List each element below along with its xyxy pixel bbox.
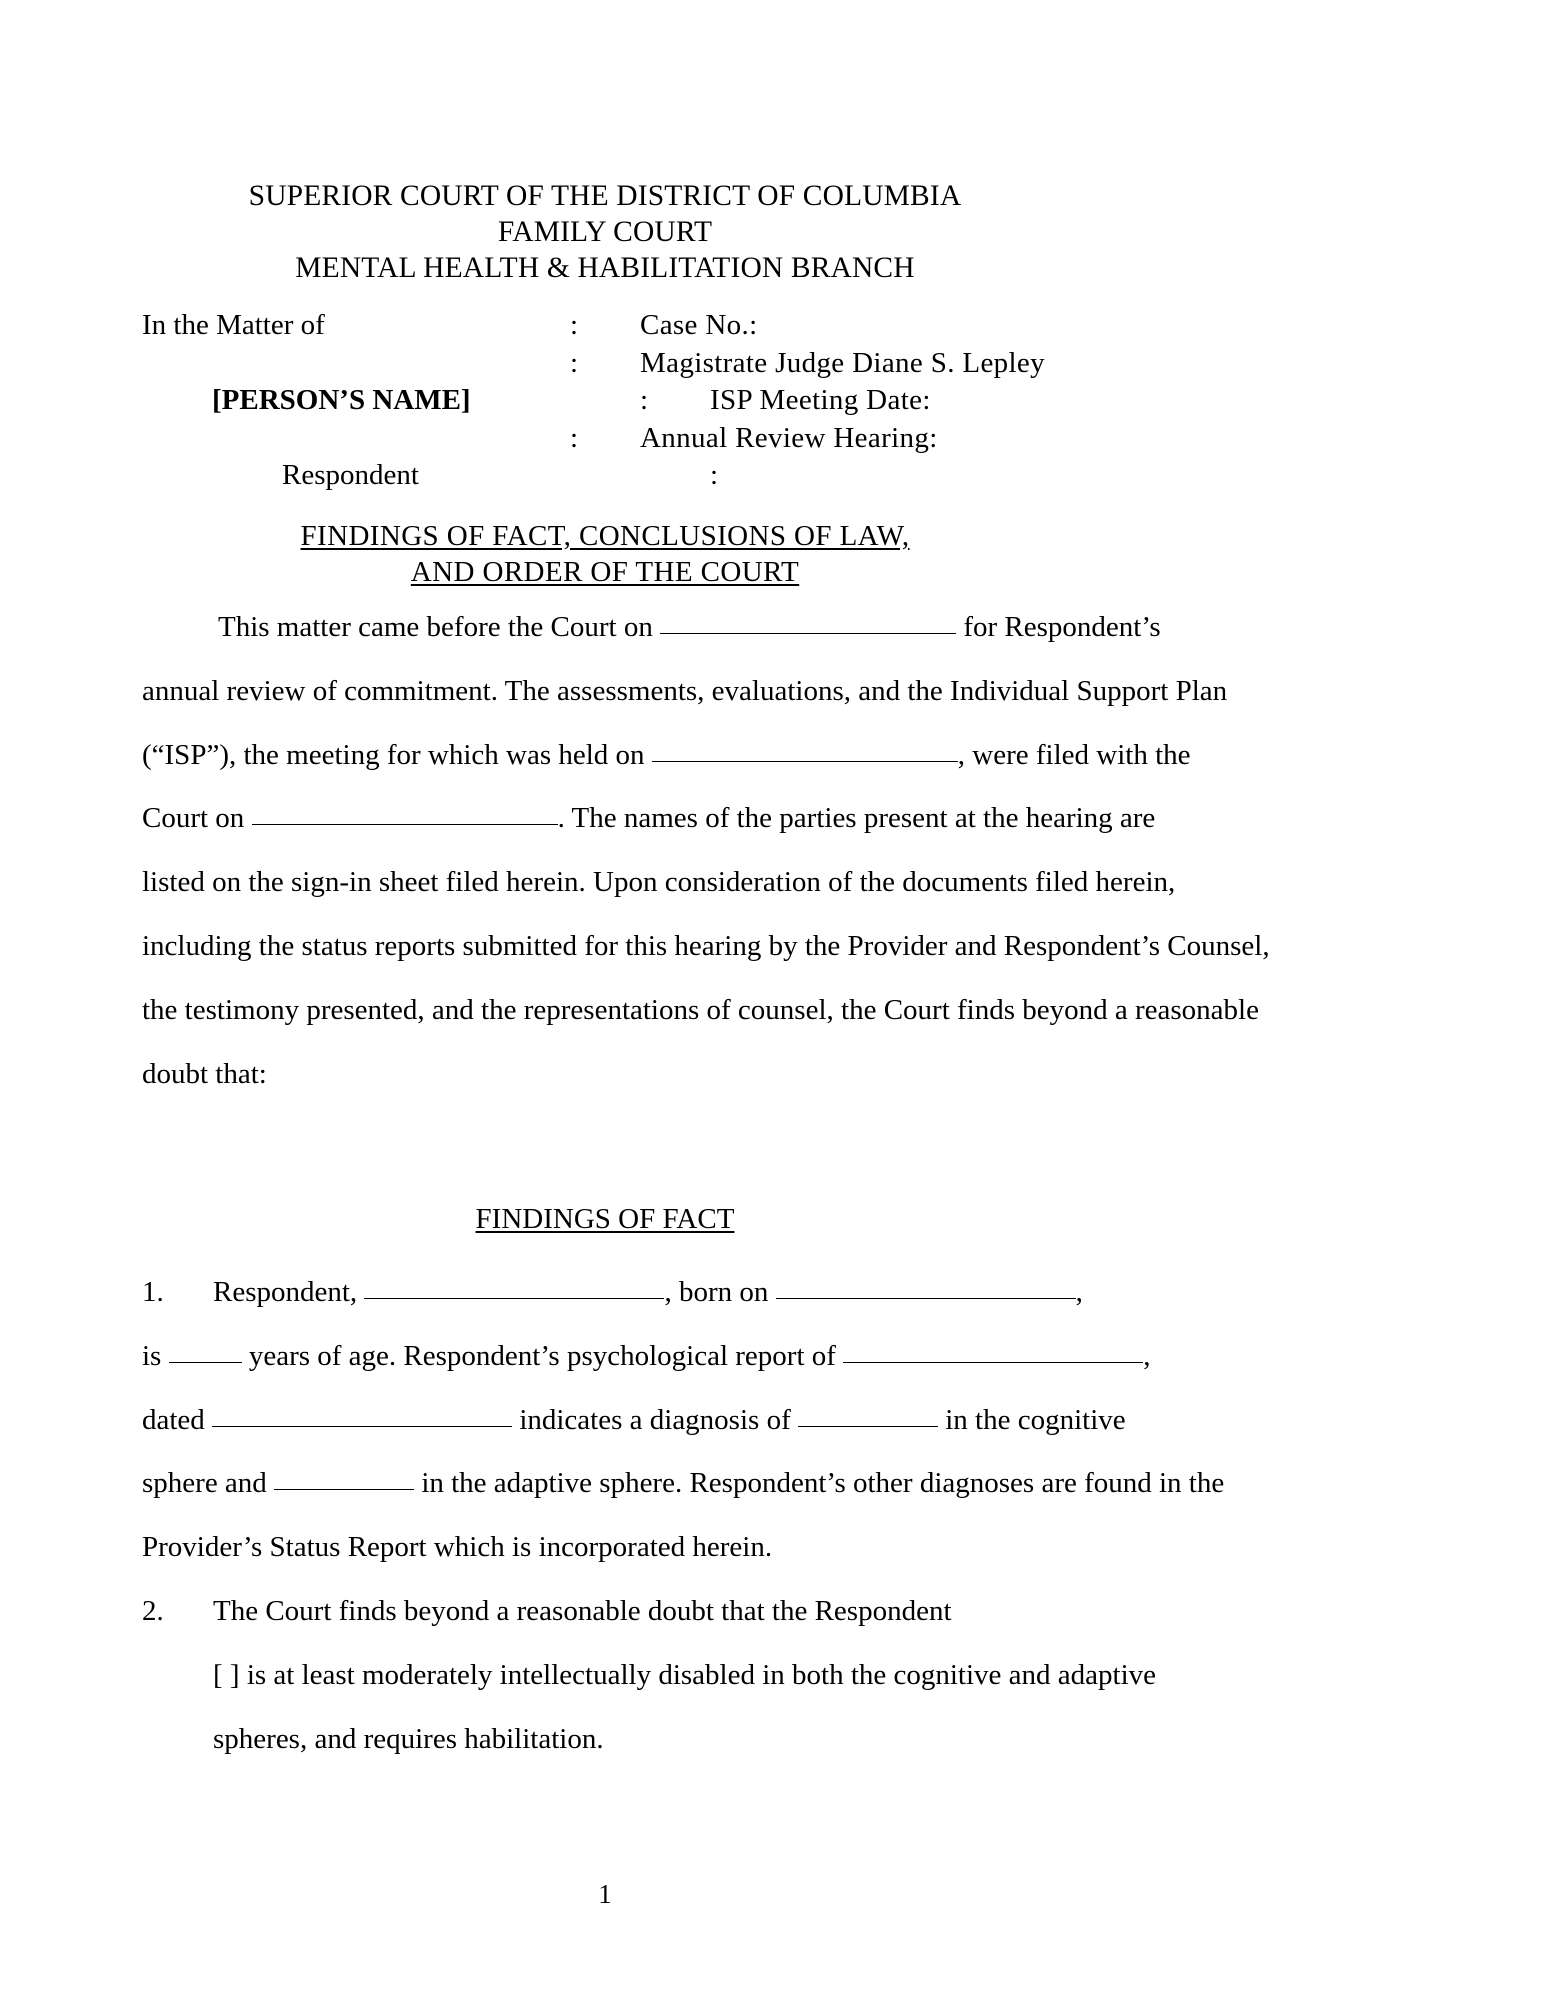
intro-line-5: listed on the sign-in sheet filed herein. Upon consideration of the documents filed herein, xyxy=(142,866,1176,899)
intro-paragraph xyxy=(142,596,1270,1106)
finding-1-text-b: , born on xyxy=(664,1276,769,1308)
finding-1-line2-text-c: , xyxy=(1143,1339,1151,1372)
psychological-report-blank[interactable] xyxy=(843,1341,1143,1363)
caption-row xyxy=(142,382,1102,420)
caption-person-name-placeholder: [PERSON’S NAME] xyxy=(212,384,471,416)
caption-colon: : xyxy=(570,421,579,454)
caption-colon: : xyxy=(710,459,719,491)
age-blank[interactable] xyxy=(169,1341,242,1363)
caption-row xyxy=(142,420,1102,458)
intro-line-8: doubt that: xyxy=(142,1057,267,1090)
finding-1-line3-text-b: indicates a diagnosis of xyxy=(519,1403,791,1436)
finding-1-line4-text-a: sphere and xyxy=(142,1467,267,1500)
finding-1-line3-text-c: in the cognitive xyxy=(945,1403,1126,1436)
caption-magistrate-judge: Magistrate Judge Diane S. Lepley xyxy=(640,346,1046,379)
finding-item-1-line-5: Provider’s Status Report which is incorporated herein. xyxy=(142,1531,773,1564)
respondent-name-blank[interactable] xyxy=(364,1277,664,1299)
finding-item-2-line-2 xyxy=(142,1644,1157,1708)
finding-1-text-c: , xyxy=(1075,1276,1083,1308)
filed-date-blank[interactable] xyxy=(252,803,558,825)
case-caption xyxy=(142,307,1102,495)
adaptive-diagnosis-blank[interactable] xyxy=(274,1468,414,1490)
court-division-line: FAMILY COURT xyxy=(497,216,713,248)
document-title-line-2: AND ORDER OF THE COURT xyxy=(410,556,800,588)
finding-item-1-line-2 xyxy=(142,1325,1151,1389)
caption-annual-review-hearing-label: Annual Review Hearing: xyxy=(640,421,938,454)
intro-line-6: including the status reports submitted for this hearing by the Provider and Respondent’s Counsel, xyxy=(142,929,1270,962)
finding-item-2-line-3: spheres, and requires habilitation. xyxy=(213,1722,604,1755)
page-number-footer: 1 xyxy=(598,1879,612,1909)
intro-line-7: the testimony presented, and the representations of counsel, the Court finds beyond a reasonable xyxy=(142,993,1259,1026)
finding-item-2-line-1 xyxy=(142,1580,1072,1644)
finding-1-line3-text-a: dated xyxy=(142,1403,205,1436)
caption-row xyxy=(142,307,1102,345)
caption-case-number-label: Case No.: xyxy=(640,309,758,341)
intro-line-1-text-a: This matter came before the Court on xyxy=(218,611,653,643)
caption-colon: : xyxy=(570,309,579,341)
hearing-date-blank[interactable] xyxy=(660,612,956,634)
finding-1-line2-text-a: is xyxy=(142,1339,162,1372)
document-title-line-1: FINDINGS OF FACT, CONCLUSIONS OF LAW, xyxy=(300,520,910,552)
intro-line-4-text-b: . The names of the parties present at the hearing are xyxy=(557,802,1156,835)
finding-item-1-number: 1. xyxy=(142,1276,164,1308)
respondent-dob-blank[interactable] xyxy=(776,1277,1076,1299)
intro-line-4-text-a: Court on xyxy=(142,802,245,835)
intro-line-3 xyxy=(142,724,1191,788)
findings-of-fact-heading-text: FINDINGS OF FACT xyxy=(475,1203,735,1235)
court-header xyxy=(0,178,1210,286)
caption-row xyxy=(142,345,1102,383)
finding-2-checkbox[interactable]: [ ] xyxy=(213,1658,240,1691)
cognitive-diagnosis-blank[interactable] xyxy=(798,1405,938,1427)
document-title xyxy=(0,518,1210,590)
intro-line-1 xyxy=(142,596,1161,660)
finding-2-text: The Court finds beyond a reasonable doubt that the Respondent xyxy=(213,1594,952,1627)
intro-line-1-text-b: for Respondent’s xyxy=(963,611,1161,643)
intro-line-3-text-a: (“ISP”), the meeting for which was held on xyxy=(142,738,645,771)
caption-colon: : xyxy=(640,384,649,416)
finding-item-1-line-4 xyxy=(142,1452,1225,1516)
intro-line-3-text-b: , were filed with the xyxy=(957,738,1191,771)
caption-row xyxy=(142,457,1102,495)
isp-meeting-date-blank[interactable] xyxy=(652,740,958,762)
report-date-blank[interactable] xyxy=(212,1405,512,1427)
findings-of-fact-heading xyxy=(0,1203,1210,1236)
court-name-line: SUPERIOR COURT OF THE DISTRICT OF COLUMBIA xyxy=(248,180,962,212)
caption-respondent-label: Respondent xyxy=(282,459,419,491)
finding-item-2-number: 2. xyxy=(142,1594,164,1627)
finding-item-1-line-3 xyxy=(142,1389,1126,1453)
caption-colon: : xyxy=(570,346,579,379)
finding-1-line4-text-b: in the adaptive sphere. Respondent’s other diagnoses are found in the xyxy=(421,1467,1225,1500)
finding-2-line2-text: is at least moderately intellectually disabled in both the cognitive and adaptive xyxy=(246,1658,1157,1691)
finding-1-text-a: Respondent, xyxy=(213,1276,358,1308)
intro-line-4 xyxy=(142,787,1156,851)
finding-1-line2-text-b: years of age. Respondent’s psychological report of xyxy=(248,1339,836,1372)
findings-list xyxy=(142,1261,1225,1771)
caption-left-in-the-matter-of: In the Matter of xyxy=(142,309,325,341)
intro-line-2: annual review of commitment. The assessments, evaluations, and the Individual Support Plan xyxy=(142,674,1228,707)
court-branch-line: MENTAL HEALTH & HABILITATION BRANCH xyxy=(295,252,915,284)
caption-isp-meeting-date-label: ISP Meeting Date: xyxy=(710,384,931,416)
finding-item-1-line-1 xyxy=(142,1261,1083,1325)
